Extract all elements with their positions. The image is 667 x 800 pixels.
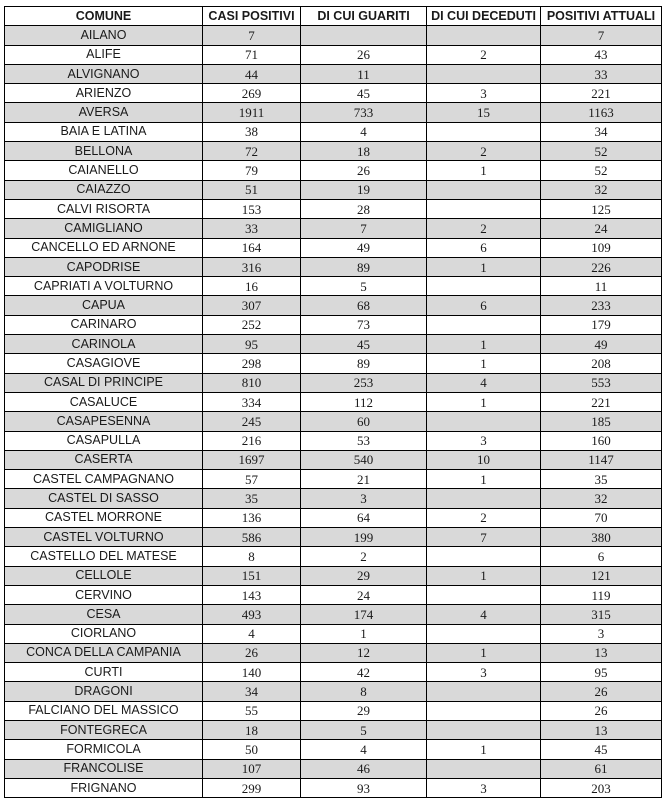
cell-di-cui-guariti: 540 [301,450,427,469]
header-di-cui-deceduti: DI CUI DECEDUTI [427,7,541,26]
cell-casi-positivi: 7 [203,26,301,45]
cell-di-cui-guariti: 8 [301,682,427,701]
cell-di-cui-guariti: 3 [301,489,427,508]
table-row [5,431,662,450]
cell-positivi-attuali: 185 [541,412,662,431]
table-row [5,373,662,392]
cell-positivi-attuali: 52 [541,161,662,180]
table-row [5,508,662,527]
table-row [5,180,662,199]
cell-positivi-attuali: 24 [541,219,662,238]
cell-comune: CONCA DELLA CAMPANIA [5,643,203,662]
cell-di-cui-deceduti: 3 [427,431,541,450]
cell-positivi-attuali: 32 [541,489,662,508]
cell-comune: ALVIGNANO [5,64,203,83]
cell-comune: CAMIGLIANO [5,219,203,238]
cell-di-cui-deceduti [427,199,541,218]
cell-comune: CAPUA [5,296,203,315]
cell-comune: CASAGIOVE [5,354,203,373]
cell-di-cui-deceduti [427,412,541,431]
cell-positivi-attuali: 32 [541,180,662,199]
cell-comune: FONTEGRECA [5,720,203,739]
cell-di-cui-deceduti [427,585,541,604]
cell-di-cui-guariti: 12 [301,643,427,662]
cell-positivi-attuali: 125 [541,199,662,218]
cell-casi-positivi: 164 [203,238,301,257]
cell-positivi-attuali: 11 [541,277,662,296]
cell-di-cui-guariti: 29 [301,701,427,720]
cell-casi-positivi: 493 [203,605,301,624]
cell-di-cui-guariti: 733 [301,103,427,122]
cell-comune: BELLONA [5,142,203,161]
cell-positivi-attuali: 221 [541,392,662,411]
table-row [5,335,662,354]
cell-di-cui-deceduti [427,547,541,566]
cell-casi-positivi: 55 [203,701,301,720]
cell-casi-positivi: 35 [203,489,301,508]
header-positivi-attuali: POSITIVI ATTUALI [541,7,662,26]
cell-comune: FRIGNANO [5,778,203,797]
cell-casi-positivi: 136 [203,508,301,527]
table-row [5,566,662,585]
cell-casi-positivi: 34 [203,682,301,701]
cell-casi-positivi: 1697 [203,450,301,469]
cell-positivi-attuali: 1163 [541,103,662,122]
cell-casi-positivi: 245 [203,412,301,431]
cell-di-cui-guariti: 11 [301,64,427,83]
cell-comune: CAPODRISE [5,257,203,276]
cell-comune: CASALUCE [5,392,203,411]
table-body [5,26,662,798]
table-row [5,238,662,257]
table-row [5,199,662,218]
cell-di-cui-guariti: 4 [301,740,427,759]
cell-positivi-attuali: 70 [541,508,662,527]
cell-comune: CIORLANO [5,624,203,643]
cell-di-cui-deceduti: 4 [427,373,541,392]
cell-di-cui-deceduti: 6 [427,238,541,257]
cell-positivi-attuali: 1147 [541,450,662,469]
cell-comune: BAIA E LATINA [5,122,203,141]
cell-positivi-attuali: 13 [541,720,662,739]
cell-di-cui-guariti: 73 [301,315,427,334]
cell-di-cui-guariti: 24 [301,585,427,604]
table-row [5,605,662,624]
cell-di-cui-deceduti: 6 [427,296,541,315]
cell-comune: CERVINO [5,585,203,604]
cell-casi-positivi: 4 [203,624,301,643]
cell-comune: CARINARO [5,315,203,334]
table-row [5,257,662,276]
table-row [5,219,662,238]
cell-di-cui-deceduti [427,64,541,83]
cell-positivi-attuali: 553 [541,373,662,392]
header-di-cui-guariti: DI CUI GUARITI [301,7,427,26]
cell-di-cui-guariti: 1 [301,624,427,643]
cell-di-cui-deceduti: 10 [427,450,541,469]
table-row [5,64,662,83]
cell-di-cui-guariti: 26 [301,161,427,180]
cell-casi-positivi: 269 [203,84,301,103]
cell-positivi-attuali: 95 [541,663,662,682]
cell-positivi-attuali: 7 [541,26,662,45]
cell-casi-positivi: 72 [203,142,301,161]
cell-casi-positivi: 151 [203,566,301,585]
cell-di-cui-guariti: 93 [301,778,427,797]
cell-di-cui-deceduti [427,315,541,334]
table-row [5,354,662,373]
cell-comune: ALIFE [5,45,203,64]
cell-positivi-attuali: 380 [541,528,662,547]
table-row [5,470,662,489]
cell-casi-positivi: 252 [203,315,301,334]
cell-casi-positivi: 299 [203,778,301,797]
cell-di-cui-guariti: 18 [301,142,427,161]
header-comune: COMUNE [5,7,203,26]
table-row [5,778,662,797]
covid-cases-table-container [4,6,662,798]
table-row [5,412,662,431]
cell-di-cui-deceduti [427,624,541,643]
table-row [5,720,662,739]
cell-comune: CURTI [5,663,203,682]
cell-positivi-attuali: 43 [541,45,662,64]
table-row [5,643,662,662]
cell-comune: CESA [5,605,203,624]
cell-casi-positivi: 107 [203,759,301,778]
cell-casi-positivi: 153 [203,199,301,218]
cell-comune: AVERSA [5,103,203,122]
cell-comune: CASTELLO DEL MATESE [5,547,203,566]
cell-comune: CASAPESENNA [5,412,203,431]
table-row [5,528,662,547]
cell-casi-positivi: 95 [203,335,301,354]
table-row [5,624,662,643]
cell-casi-positivi: 57 [203,470,301,489]
cell-di-cui-guariti: 112 [301,392,427,411]
table-row [5,45,662,64]
cell-comune: CASTEL DI SASSO [5,489,203,508]
cell-positivi-attuali: 13 [541,643,662,662]
cell-di-cui-guariti: 46 [301,759,427,778]
table-row [5,84,662,103]
cell-di-cui-deceduti: 7 [427,528,541,547]
cell-di-cui-deceduti [427,26,541,45]
cell-casi-positivi: 334 [203,392,301,411]
cell-di-cui-deceduti: 3 [427,84,541,103]
table-row [5,759,662,778]
cell-comune: FRANCOLISE [5,759,203,778]
table-row [5,663,662,682]
cell-positivi-attuali: 3 [541,624,662,643]
cell-di-cui-deceduti [427,701,541,720]
cell-positivi-attuali: 119 [541,585,662,604]
cell-comune: CASAL DI PRINCIPE [5,373,203,392]
cell-di-cui-deceduti [427,489,541,508]
cell-di-cui-guariti: 2 [301,547,427,566]
cell-positivi-attuali: 109 [541,238,662,257]
cell-comune: CALVI RISORTA [5,199,203,218]
table-row [5,142,662,161]
cell-di-cui-deceduti [427,759,541,778]
cell-di-cui-guariti: 45 [301,335,427,354]
table-header-row [5,7,662,26]
cell-di-cui-deceduti: 2 [427,45,541,64]
cell-di-cui-guariti: 26 [301,45,427,64]
cell-di-cui-deceduti [427,180,541,199]
cell-di-cui-deceduti: 3 [427,663,541,682]
cell-casi-positivi: 216 [203,431,301,450]
table-row [5,277,662,296]
cell-comune: CANCELLO ED ARNONE [5,238,203,257]
cell-comune: CAIANELLO [5,161,203,180]
header-casi-positivi: CASI POSITIVI [203,7,301,26]
cell-positivi-attuali: 26 [541,682,662,701]
cell-di-cui-deceduti: 1 [427,740,541,759]
cell-di-cui-deceduti: 1 [427,161,541,180]
cell-di-cui-deceduti [427,682,541,701]
cell-casi-positivi: 79 [203,161,301,180]
cell-di-cui-deceduti: 15 [427,103,541,122]
cell-comune: CAPRIATI A VOLTURNO [5,277,203,296]
cell-di-cui-deceduti: 1 [427,257,541,276]
cell-casi-positivi: 33 [203,219,301,238]
cell-di-cui-guariti: 7 [301,219,427,238]
cell-casi-positivi: 316 [203,257,301,276]
cell-comune: DRAGONI [5,682,203,701]
cell-di-cui-guariti: 21 [301,470,427,489]
cell-casi-positivi: 16 [203,277,301,296]
cell-comune: CASTEL CAMPAGNANO [5,470,203,489]
cell-positivi-attuali: 121 [541,566,662,585]
cell-casi-positivi: 26 [203,643,301,662]
cell-casi-positivi: 810 [203,373,301,392]
table-row [5,161,662,180]
cell-positivi-attuali: 61 [541,759,662,778]
cell-casi-positivi: 44 [203,64,301,83]
cell-positivi-attuali: 49 [541,335,662,354]
cell-positivi-attuali: 6 [541,547,662,566]
cell-di-cui-guariti: 64 [301,508,427,527]
cell-positivi-attuali: 26 [541,701,662,720]
table-row [5,701,662,720]
cell-di-cui-guariti: 89 [301,257,427,276]
cell-casi-positivi: 298 [203,354,301,373]
table-row [5,122,662,141]
cell-casi-positivi: 140 [203,663,301,682]
cell-di-cui-deceduti: 1 [427,566,541,585]
table-row [5,450,662,469]
cell-di-cui-guariti: 89 [301,354,427,373]
cell-casi-positivi: 38 [203,122,301,141]
cell-di-cui-deceduti: 4 [427,605,541,624]
cell-di-cui-guariti: 5 [301,720,427,739]
cell-comune: FALCIANO DEL MASSICO [5,701,203,720]
table-row [5,315,662,334]
cell-comune: ARIENZO [5,84,203,103]
cell-di-cui-guariti: 53 [301,431,427,450]
cell-casi-positivi: 143 [203,585,301,604]
cell-casi-positivi: 1911 [203,103,301,122]
cell-casi-positivi: 8 [203,547,301,566]
cell-di-cui-guariti [301,26,427,45]
table-row [5,26,662,45]
table-row [5,489,662,508]
cell-di-cui-guariti: 45 [301,84,427,103]
cell-di-cui-deceduti: 3 [427,778,541,797]
cell-di-cui-deceduti [427,720,541,739]
cell-comune: CASERTA [5,450,203,469]
cell-di-cui-deceduti [427,122,541,141]
cell-casi-positivi: 51 [203,180,301,199]
cell-di-cui-deceduti [427,277,541,296]
cell-comune: CASTEL MORRONE [5,508,203,527]
cell-positivi-attuali: 233 [541,296,662,315]
cell-positivi-attuali: 208 [541,354,662,373]
cell-casi-positivi: 50 [203,740,301,759]
cell-di-cui-deceduti: 1 [427,643,541,662]
cell-di-cui-deceduti: 1 [427,354,541,373]
table-row [5,296,662,315]
cell-casi-positivi: 307 [203,296,301,315]
cell-comune: CARINOLA [5,335,203,354]
cell-casi-positivi: 586 [203,528,301,547]
cell-di-cui-guariti: 19 [301,180,427,199]
table-row [5,682,662,701]
table-row [5,547,662,566]
cell-di-cui-deceduti: 2 [427,142,541,161]
cell-comune: FORMICOLA [5,740,203,759]
cell-positivi-attuali: 33 [541,64,662,83]
cell-comune: CASAPULLA [5,431,203,450]
table-row [5,740,662,759]
cell-di-cui-guariti: 29 [301,566,427,585]
cell-di-cui-guariti: 253 [301,373,427,392]
cell-casi-positivi: 18 [203,720,301,739]
cell-comune: AILANO [5,26,203,45]
cell-di-cui-guariti: 5 [301,277,427,296]
cell-di-cui-guariti: 199 [301,528,427,547]
cell-di-cui-deceduti: 1 [427,335,541,354]
cell-di-cui-deceduti: 1 [427,470,541,489]
covid-cases-table [4,6,662,798]
cell-positivi-attuali: 315 [541,605,662,624]
cell-casi-positivi: 71 [203,45,301,64]
cell-di-cui-deceduti: 2 [427,219,541,238]
cell-comune: CASTEL VOLTURNO [5,528,203,547]
cell-positivi-attuali: 160 [541,431,662,450]
table-row [5,585,662,604]
cell-di-cui-deceduti: 2 [427,508,541,527]
table-row [5,392,662,411]
cell-di-cui-deceduti: 1 [427,392,541,411]
cell-di-cui-guariti: 28 [301,199,427,218]
cell-di-cui-guariti: 49 [301,238,427,257]
cell-di-cui-guariti: 174 [301,605,427,624]
cell-positivi-attuali: 226 [541,257,662,276]
table-row [5,103,662,122]
cell-comune: CELLOLE [5,566,203,585]
cell-di-cui-guariti: 60 [301,412,427,431]
cell-di-cui-guariti: 42 [301,663,427,682]
cell-positivi-attuali: 179 [541,315,662,334]
cell-positivi-attuali: 221 [541,84,662,103]
cell-di-cui-guariti: 68 [301,296,427,315]
cell-positivi-attuali: 45 [541,740,662,759]
cell-di-cui-guariti: 4 [301,122,427,141]
cell-positivi-attuali: 35 [541,470,662,489]
cell-comune: CAIAZZO [5,180,203,199]
cell-positivi-attuali: 34 [541,122,662,141]
cell-positivi-attuali: 52 [541,142,662,161]
cell-positivi-attuali: 203 [541,778,662,797]
